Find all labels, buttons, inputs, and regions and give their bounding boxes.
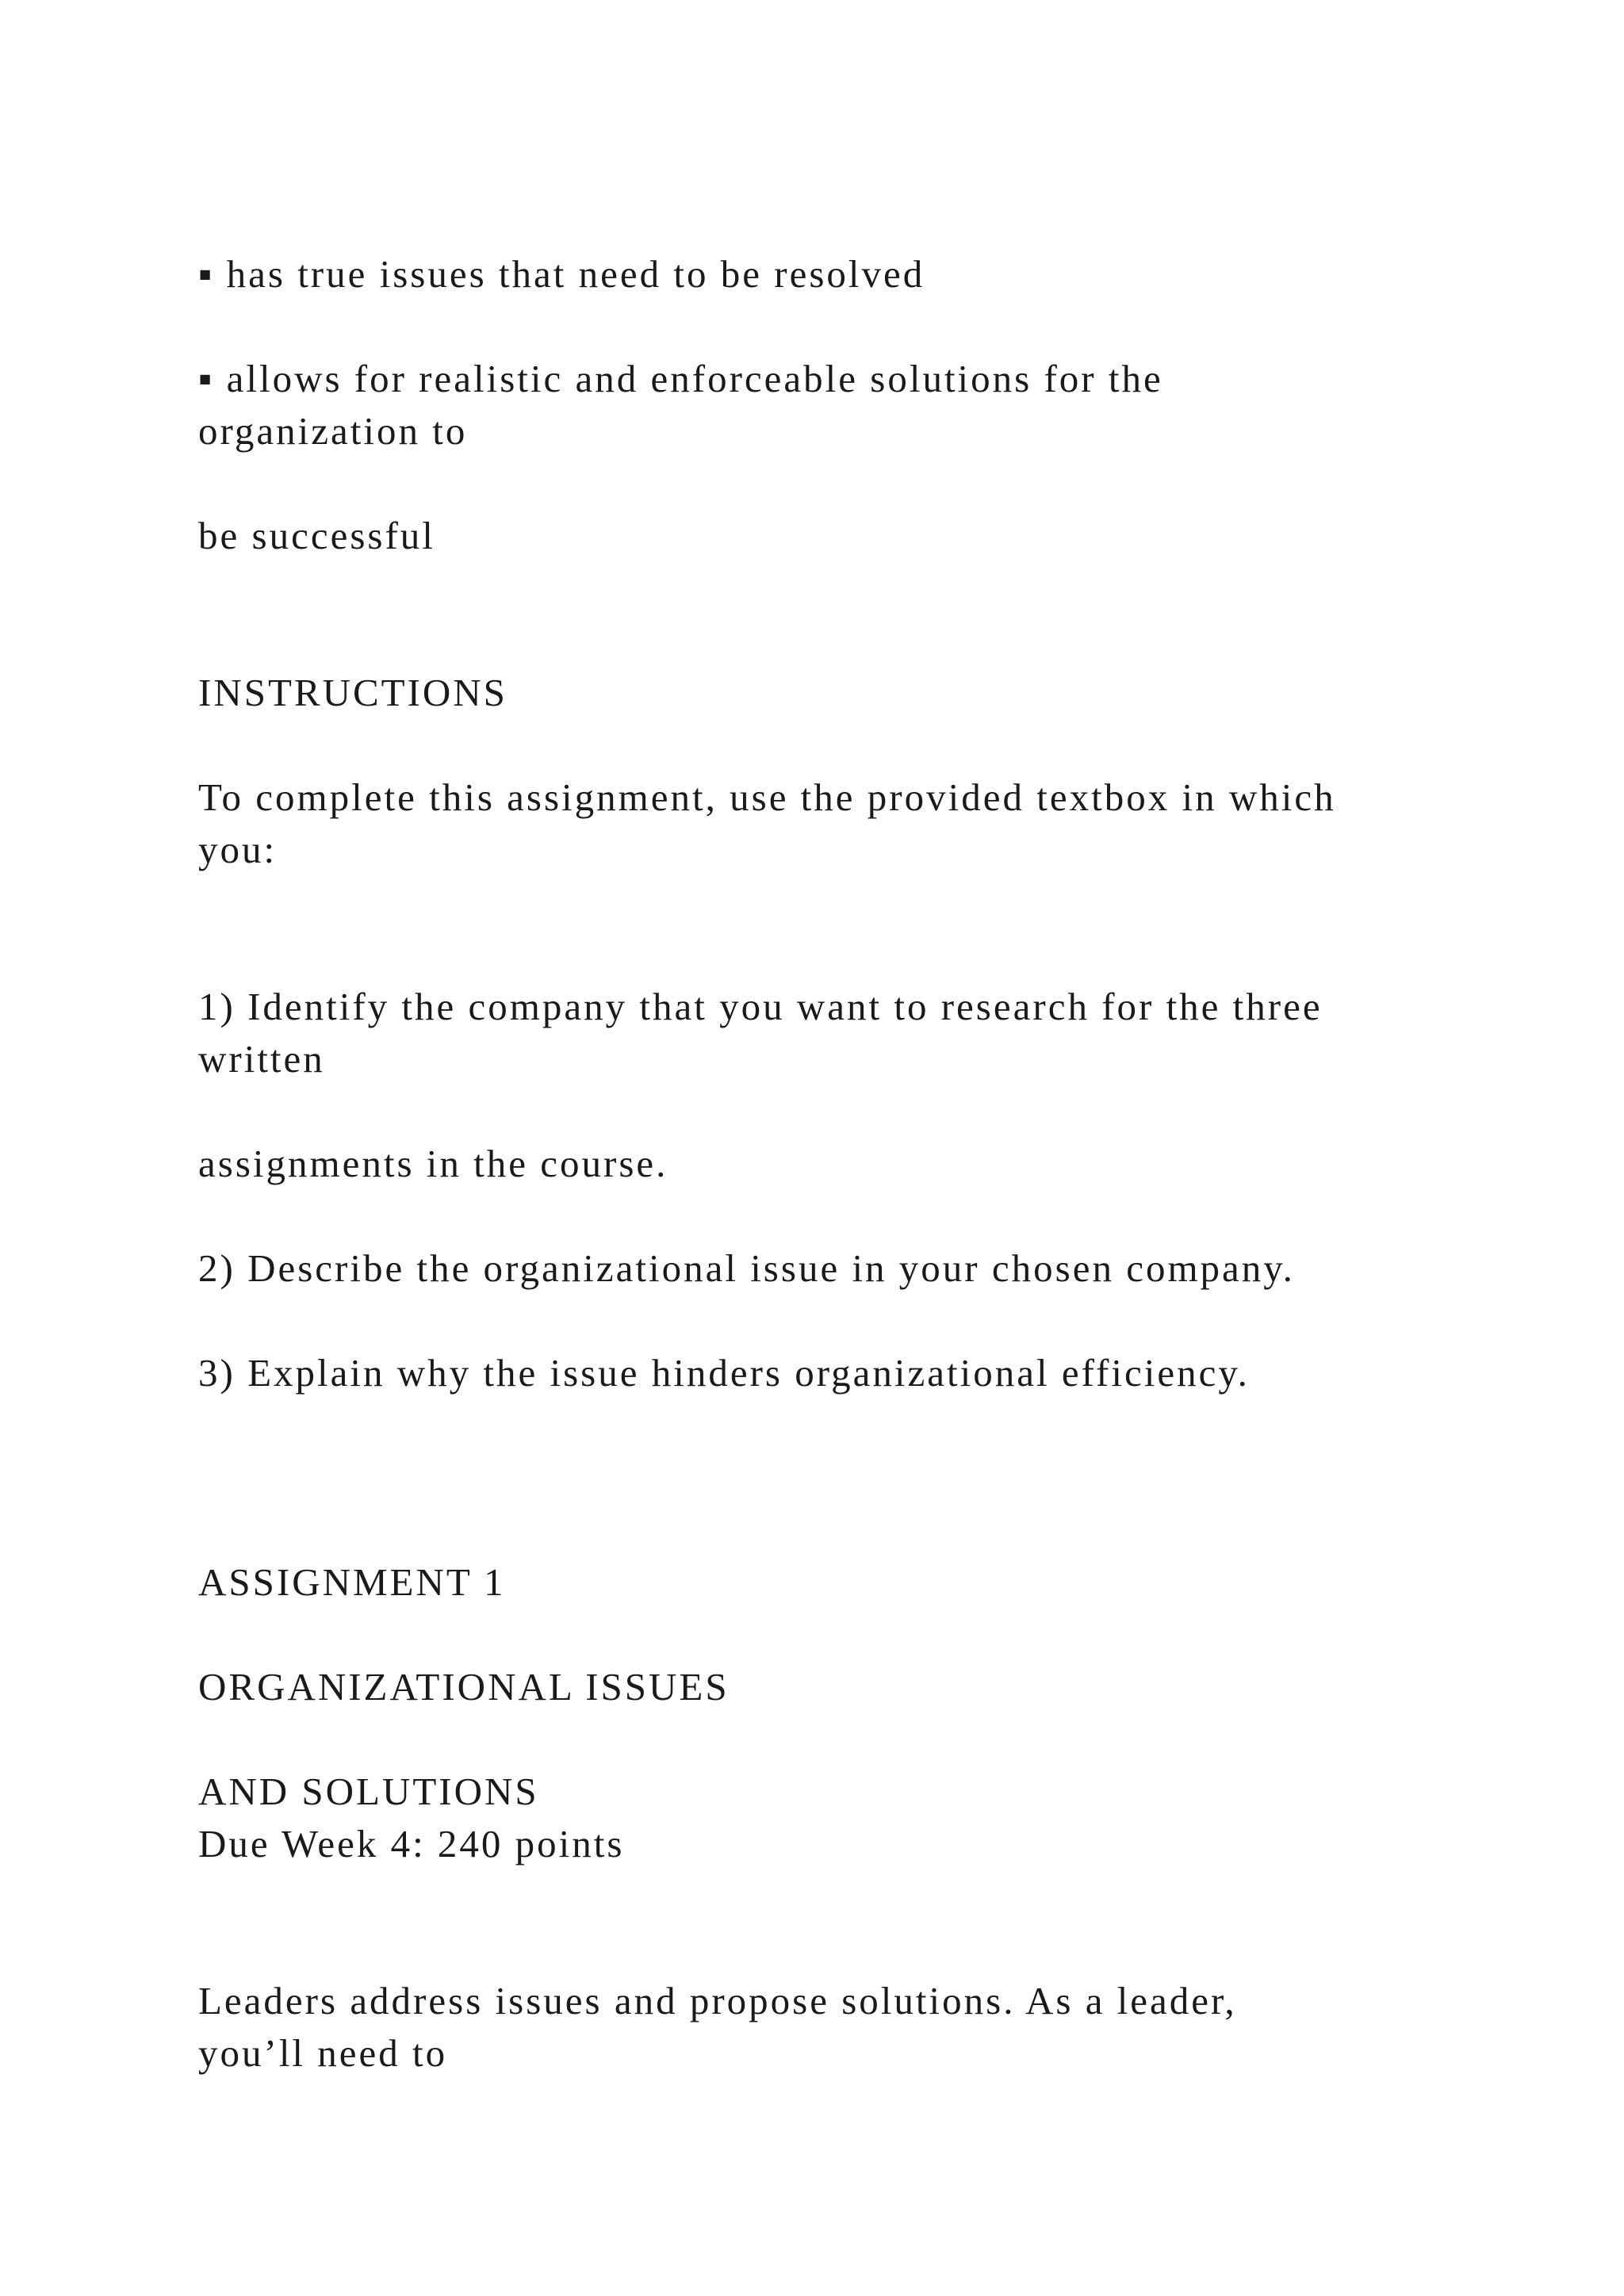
step-1-text-cont-2: assignments in the course.	[198, 1142, 668, 1185]
instructions-intro: To complete this assignment, use the provided textbox in which	[198, 775, 1336, 819]
bullet-true-issues: ▪ has true issues that need to be resolved	[198, 252, 925, 296]
step-1-text: 1) Identify the company that you want to research for the three	[198, 985, 1323, 1028]
step-2-text: 2) Describe the organizational issue in your chosen company.	[198, 1246, 1295, 1290]
bullet-realistic-solutions: ▪ allows for realistic and enforceable solutions for the	[198, 357, 1163, 400]
step-1-text-cont: written	[198, 1037, 325, 1081]
bullet-be-successful: be successful	[198, 514, 435, 557]
assignment-title: ASSIGNMENT 1	[198, 1560, 506, 1604]
due-date: Due Week 4: 240 points	[198, 1822, 625, 1866]
assignment-subtitle: ORGANIZATIONAL ISSUES	[198, 1665, 730, 1709]
body-paragraph: Leaders address issues and propose solutions. As a leader,	[198, 1979, 1237, 2022]
instructions-heading: INSTRUCTIONS	[198, 671, 508, 714]
bullet-realistic-solutions-cont: organization to	[198, 409, 468, 453]
step-3-text: 3) Explain why the issue hinders organizational efficiency.	[198, 1351, 1250, 1395]
instructions-intro-cont: you:	[198, 828, 278, 871]
body-paragraph-cont: you’ll need to	[198, 2031, 448, 2075]
assignment-subtitle-cont: AND SOLUTIONS	[198, 1770, 539, 1813]
